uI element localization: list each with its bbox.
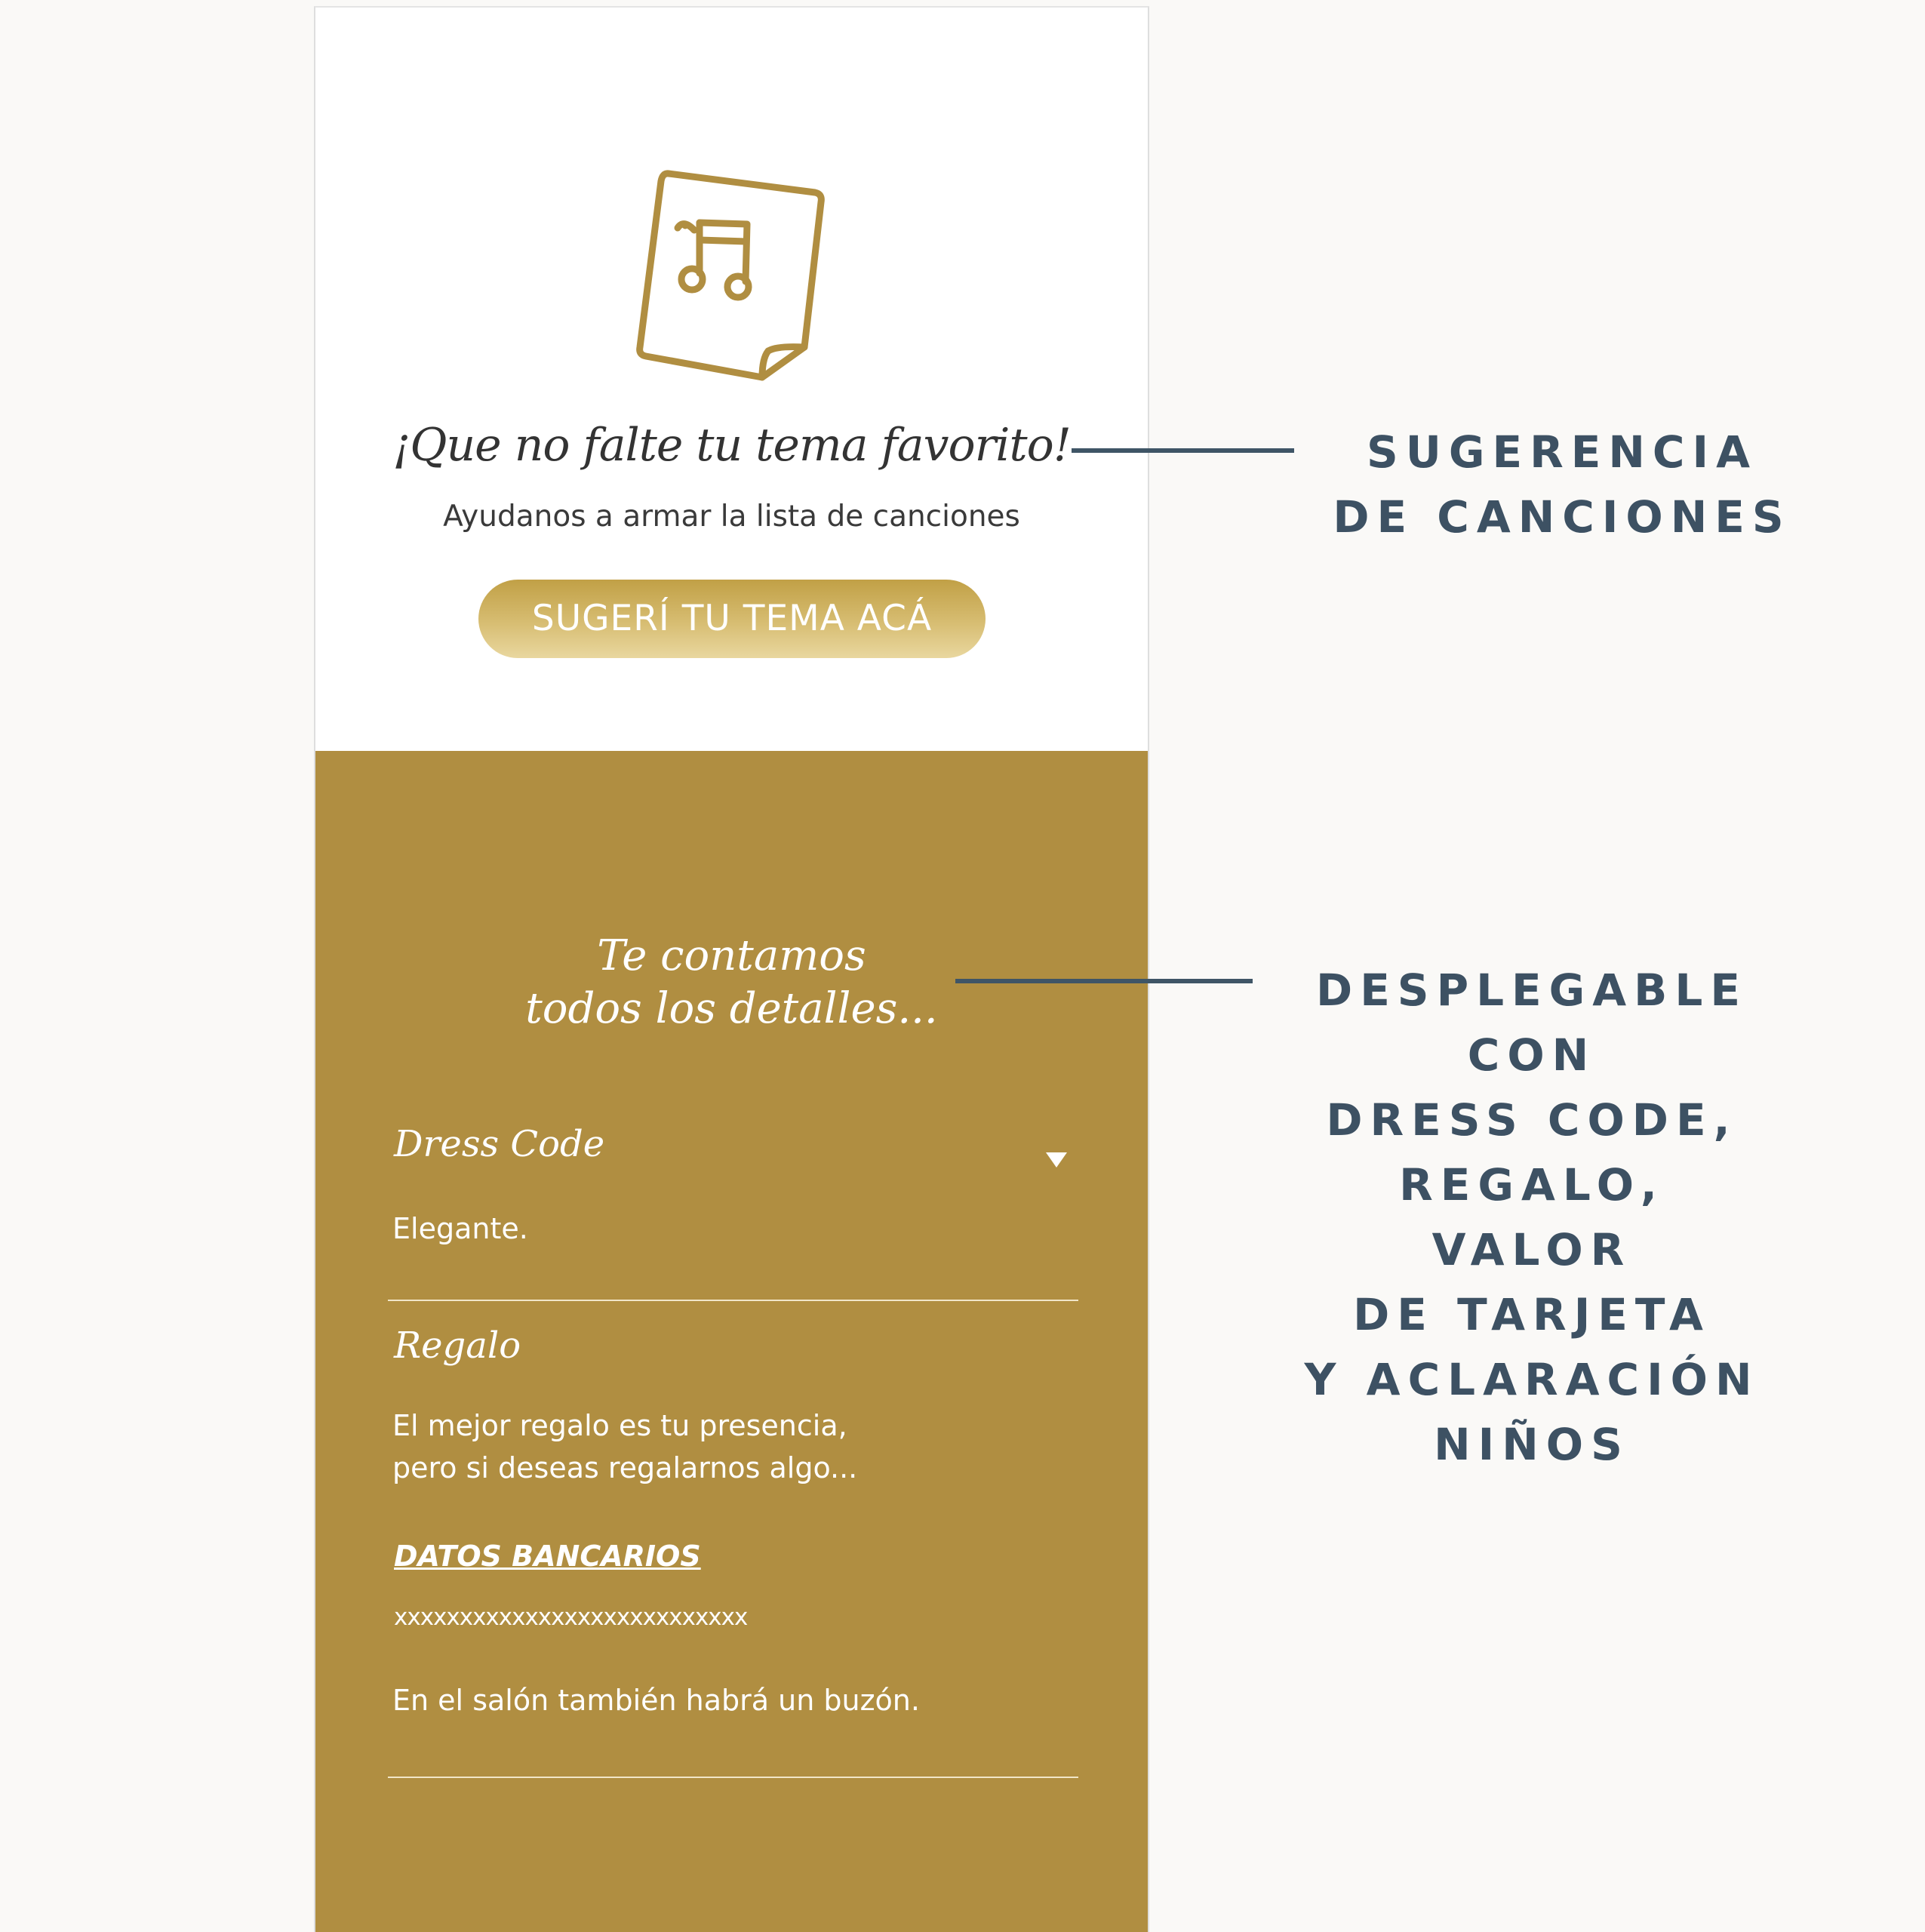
gift-text-line2: pero si deseas regalarnos algo...	[392, 1451, 858, 1484]
gift-text-line1: El mejor regalo es tu presencia,	[392, 1409, 847, 1442]
mailbox-note: En el salón también habrá un buzón.	[392, 1684, 920, 1717]
bank-details-link[interactable]: DATOS BANCARIOS	[394, 1540, 701, 1573]
details-heading-line2: todos los detalles...	[525, 984, 938, 1033]
songs-annotation	[1313, 420, 1811, 549]
chevron-down-icon[interactable]	[1046, 1152, 1067, 1168]
accordion-divider	[388, 1300, 1078, 1301]
details-heading-line1: Te contamos	[597, 931, 866, 980]
annotation-line: SUGERENCIA	[1367, 426, 1757, 478]
gift-accordion-title[interactable]: Regalo	[394, 1324, 521, 1367]
annotation-line: Y ACLARACIÓN	[1304, 1354, 1760, 1405]
annotation-line: DRESS CODE,	[1326, 1094, 1738, 1146]
annotation-line: VALOR	[1431, 1224, 1632, 1275]
song-suggestion-section	[315, 8, 1148, 751]
annotation-line: DE CANCIONES	[1333, 491, 1791, 543]
dress-code-text: Elegante.	[392, 1212, 528, 1245]
song-subtitle: Ayudanos a armar la lista de canciones	[443, 500, 1020, 534]
annotation-line: CON	[1467, 1029, 1597, 1081]
details-connector-line	[955, 979, 1253, 983]
annotation-line: DESPLEGABLE	[1316, 964, 1748, 1016]
songs-connector-line	[1072, 448, 1294, 453]
annotation-line: DE TARJETA	[1353, 1289, 1711, 1340]
bank-account-number: xxxxxxxxxxxxxxxxxxxxxxxxxxx	[394, 1604, 748, 1631]
details-section	[315, 751, 1148, 1932]
suggest-song-button[interactable]: SUGERÍ TU TEMA ACÁ	[478, 580, 986, 658]
accordion-divider	[388, 1777, 1078, 1778]
song-tagline: ¡Que no falte tu tema favorito!	[392, 419, 1071, 472]
dress-code-accordion-title[interactable]: Dress Code	[394, 1123, 605, 1165]
music-sheet-icon	[632, 158, 829, 392]
annotation-line: NIÑOS	[1434, 1419, 1630, 1470]
details-annotation	[1275, 958, 1788, 1477]
invitation-preview	[314, 6, 1149, 1932]
annotation-line: REGALO,	[1399, 1159, 1665, 1211]
